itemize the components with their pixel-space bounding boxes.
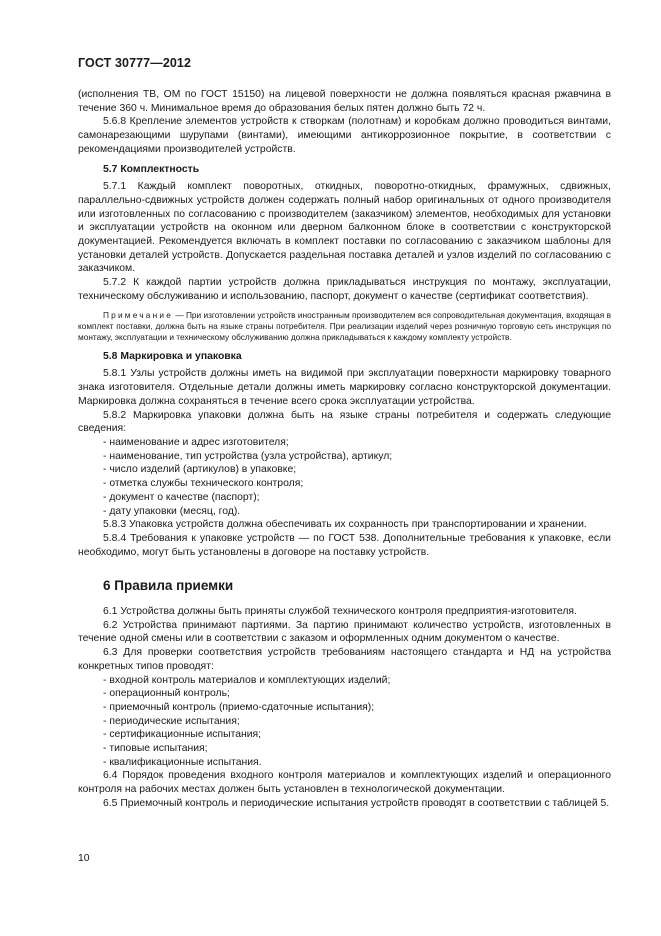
list-item: - дату упаковки (месяц, год). bbox=[103, 505, 241, 517]
clause-5-6-8: 5.6.8 Крепление элементов устройств к створкам (полотнам) и коробкам должно проводиться винтами, самонарезающими шурупами (винтами), имеющими антикоррозионное покрытие, в соответствии с рекомендациями производителей устройств. bbox=[78, 116, 611, 155]
note-text: — При изготовлении устройств иностранным производителем вся сопроводительная документация, входящая в комплект поставки, должна быть на языке страны потребителя. При реализации изделий через розничную торговую сеть инструкция по монтажу, эксплуатации и техническому обслуживанию должна прикладываться к каждому комплекту устройств. bbox=[78, 309, 611, 343]
clause-6-2: 6.2 Устройства принимают партиями. За партию принимают количество устройств, изготовленных в течение одной смены или в соответствии с заказом и оформленных одним документом о качестве. bbox=[78, 619, 611, 645]
note-label: Примечание bbox=[103, 309, 174, 320]
list-item: - приемочный контроль (приемо-сдаточные испытания); bbox=[103, 701, 375, 713]
list-item: - отметка службы технического контроля; bbox=[103, 478, 304, 490]
clause-5-7-1: 5.7.1 Каждый комплект поворотных, откидных, поворотно-откидных, фрамужных, сдвижных, параллельно-сдвижных устройств должен содержать полный набор оригинальных от одного производителя или изготовленных по согласованию с производителем (заказчиком) элементов, необходимых для установки и эксплуатации устройств на оконном или дверном балконном блоке в соответствии с конструкторской документацией. Рекомендуется включать в комплект поставки по согласованию с заказчиком шаблоны для установки деталей устройств. Допускается раздельная поставка деталей и узлов изделий по согласованию с заказчиком. bbox=[78, 181, 611, 275]
section-heading-5-7: 5.7 Комплектность bbox=[103, 163, 200, 175]
clause-6-4: 6.4 Порядок проведения входного контроля материалов и комплектующих изделий и операционного контроля на рабочих местах должен быть установлен в технологической документации. bbox=[78, 770, 611, 796]
clause-5-8-1: 5.8.1 Узлы устройств должны иметь на видимой при эксплуатации поверхности маркировку товарного знака изготовителя. Отдельные детали должны иметь маркировку согласно конструкторской документации. Маркировка должна сохраняться в течение всего срока эксплуатации устройства. bbox=[78, 368, 611, 407]
note bbox=[78, 310, 611, 344]
list-item: - наименование, тип устройства (узла устройства), артикул; bbox=[103, 450, 393, 462]
clause-5-8-2: 5.8.2 Маркировка упаковки должна быть на языке страны потребителя и содержать следующие сведения: bbox=[78, 409, 611, 435]
clause-6-3: 6.3 Для проверки соответствия устройств требованиям настоящего стандарта и НД на устройства конкретных типов проводят: bbox=[78, 647, 611, 672]
clause-6-5: 6.5 Приемочный контроль и периодические испытания устройств проводят в соответствии с таблицей 5. bbox=[103, 797, 610, 809]
clause-5-7-2: 5.7.2 К каждой партии устройств должна прикладываться инструкция по монтажу, эксплуатации, техническому обслуживанию и использованию, паспорт, документ о качестве (сертификат соответствия). bbox=[78, 277, 611, 302]
list-item: - входной контроль материалов и комплектующих изделий; bbox=[103, 674, 391, 686]
list-item: - периодические испытания; bbox=[103, 715, 240, 727]
list-item: - документ о качестве (паспорт); bbox=[103, 491, 260, 503]
list-item: - сертификационные испытания; bbox=[103, 729, 262, 741]
list-item: - число изделий (артикулов) в упаковке; bbox=[103, 464, 297, 476]
paragraph: (исполнения ТВ, ОМ по ГОСТ 15150) на лицевой поверхности не должна появляться красная ржавчина в течение 360 ч. Минимальное время до образования белых пятен должно быть 72 ч. bbox=[78, 89, 611, 114]
list-item: - квалификационные испытания. bbox=[103, 756, 262, 768]
list-item: - типовые испытания; bbox=[103, 743, 208, 755]
section-heading-6: 6 Правила приемки bbox=[103, 578, 234, 594]
list-item: - операционный контроль; bbox=[103, 688, 230, 700]
marking-list bbox=[78, 436, 611, 518]
page-number: 10 bbox=[78, 853, 90, 864]
document-header: ГОСТ 30777—2012 bbox=[78, 56, 192, 70]
list-item: - наименование и адрес изготовителя; bbox=[103, 436, 289, 448]
clause-6-1: 6.1 Устройства должны быть приняты службой технического контроля предприятия-изготовителя. bbox=[103, 606, 577, 618]
inspection-list bbox=[78, 674, 611, 770]
page-body bbox=[78, 88, 611, 811]
clause-5-8-3: 5.8.3 Упаковка устройств должна обеспечивать их сохранность при транспортировании и хранении. bbox=[103, 519, 587, 531]
section-heading-5-8: 5.8 Маркировка и упаковка bbox=[103, 350, 242, 362]
clause-5-8-4: 5.8.4 Требования к упаковке устройств — по ГОСТ 538. Дополнительные требования к упаковке, если необходимо, могут быть установлены в договоре на поставку устройств. bbox=[78, 532, 611, 558]
